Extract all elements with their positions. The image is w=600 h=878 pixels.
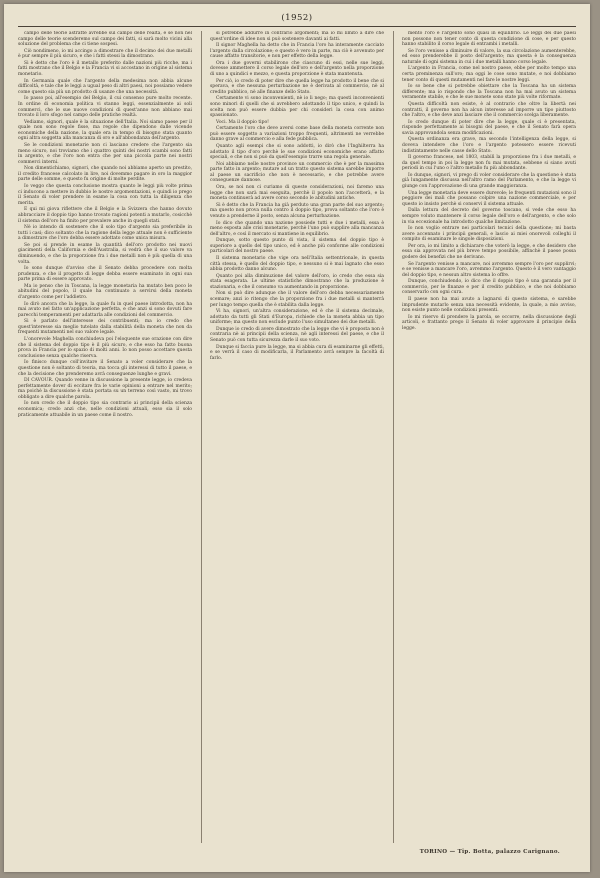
paragraph: Una legge monetaria deve essere durevole; le frequenti mutazioni sono il peggiore dei mali che possano colpire una nazione commerciale, e per questo io insisto perchè si conservi il sistema attuale. [402,190,576,207]
paragraph: Ora, se noi non ci curiamo di queste considerazioni, noi faremo una legge che non sarà mai eseguita, perchè il popolo non l'accetterà, e la moneta continuerà ad avere corso secondo le abitudini antiche. [210,185,384,202]
paragraph: Vi ha, signori, un'altra considerazione, ed è che il sistema decimale, adottato da tutti gli Stati d'Europa, richiede che la moneta abbia un tipo uniforme; ma questo non esclude punto l'uso simultaneo dei due metalli. [210,309,384,326]
paragraph: Il governo francese, nel 1803, stabilì la proporzione fra i due metalli, e da quel tempo in poi la legge non fu mai mutata, sebbene si siano avuti periodi in cui l'uno o l'altro metallo fu più abbondante. [402,155,576,172]
paragraph: Si è detto che la Francia ha già perduto una gran parte del suo argento; ma questo non prova nulla contro il doppio tipo, prova soltanto che l'oro è venuto a prenderne il posto, senza alcuna perturbazione. [210,202,384,219]
paragraph: Io so bene che si potrebbe obiettare che la Toscana ha un sistema differente; ma io rispondo che la Toscana non ha mai avuto un sistema veramente stabile, e che le sue monete sono state più volte riformate. [402,84,576,101]
paragraph: campo delle teorie astratte avrebbe sul campo delle realtà, e se non nel campo delle teorie scenderemo sul campo dei fatti, si sarà molto vicini alla soluzione del problema che ci tiene sospesi. [18,31,192,48]
paragraph: Quanto agli esempi che si sono addotti, io dirò che l'Inghilterra ha adottato il tipo d'oro perchè le sue condizioni economiche erano affatto speciali, e che non si può da quell'esempio trarre una regola generale. [210,143,384,161]
paragraph: Se le condizioni monetarie non ci lasciano credere che l'argento sia meno sicuro, noi troviamo che i quattro quinti dei nostri scambi sono fatti in argento, e che l'oro non entra che per una piccola parte nei nostri commerci interni. [18,142,192,165]
paragraph: Io passo poi, all'esempio del Belgio, il cui consenso pure molto recente. In ordine di economia politica vi stanno leggi, essenzialmente ai soli commerci, che le sue nuove condizioni di quest'anno non abbiano mai trovato il loro sfogo nel campo delle pratiche realtà. [18,96,192,119]
paragraph: Questa difficoltà non esiste, è al contrario che oltre la libertà nei contratti, il governo non ha alcun interesse ad imporre un tipo piuttosto che l'altro, e che deve anzi lasciare che il commercio scelga liberamente. [402,101,576,119]
paragraph: Ma io penso che in Toscana, la legge monetaria ha mutato ben poco le abitudini del popolo, il quale ha continuato a servirsi della moneta d'argento come per l'addietro. [18,283,192,301]
paragraph: Ciò nondimeno, io mi accingo a dimostrare che il decimo dei due metalli è pur sempre il più sicuro, e che i fatti stessi la dimostrano. [18,48,192,60]
paragraph: L'argento in Francia, come nel nostro paese, ebbe per molto tempo una certa preminenza sull'oro; ma oggi le cose sono mutate, e noi dobbiamo tener conto di questi mutamenti nel fare le nostre leggi. [402,66,576,83]
paragraph: Dunque io credo di avere dimostrato che la legge che vi è proposta non è contraria nè ai principii della scienza, nè agli interessi del paese, e che il Senato può con tutta sicurezza darle il suo voto. [210,326,384,344]
paragraph: In Germania quale che l'argento della medesima non abbia alcune difficoltà, e tale che le leggi a ugual peso di altri paesi, noi possiamo vedere come questo sia più un prodotto di usanze che una necessità. [18,78,192,95]
paragraph: Io veggo che questa conclusione mostra quanto le leggi più volte prima ci inducono a mettere in dubbio le nostre argomentazioni, e quindi io prego il Senato di voler prendere in esame la cosa con tutta la diligenza che merita. [18,184,192,206]
paragraph: L'onorevole Maghella conchiudeva poi l'eloquente sue orazione con dire che il sistema del doppio tipo è il più sicuro, e che esso ha fatto buona prova in Francia per lo spazio di molti anni. Io non posso accettare questa conclusione senza qualche riserva. [18,337,192,359]
paragraph: Dunque, conchiudendo, io dico che il doppio tipo è una garanzia per il commercio, per le finanze e per il credito pubblico, e che noi dobbiamo conservarlo con ogni cura. [402,279,576,296]
text-column-3 [402,31,576,843]
paragraph: Certamente vi sono inconvenienti, nè io li nego; ma questi inconvenienti sono minori di quelli che si avrebbero adottando il tipo unico, e quindi la scelta non può essere dubbia per chi consideri la cosa con animo spassionato. [210,96,384,119]
header-rule [18,26,576,27]
paragraph: Certamente l'oro che deve aversi come base della moneta corrente non può essere soggetto a variazioni troppo frequenti, altrimenti ne verrebbe danno grave al commercio e alla fede pubblica. [210,126,384,143]
column-divider-1 [201,31,202,843]
paragraph: Vediamo, signori, quale è la situazione dell'Italia. Noi siamo paese per il quale non sono regole fisse, ma regole che dipendono dalle vicende economiche della nazione, la quale era in tempo di bisogno stata quanto ogni altra soggetta alla mancanza di oro e all'abbondanza dell'argento. [18,119,192,142]
paragraph: Il signor Maghella ha detto che in Francia l'oro ha interamente cacciato l'argento dalla circolazione; e questo è vero in parte, ma ciò è avvenuto per cause affatto transitorie, e non per effetto della legge. [210,43,384,60]
paragraph: Ora i due governi stabilirono che ciascuno di essi, nelle sue leggi, dovesse ammettere il corso legale dell'oro e dell'argento nella proporzione di uno a quindici e mezzo, e questa proporzione è stata mantenuta. [210,60,384,78]
paragraph: Io non voglio entrare nei particolari tecnici della questione; mi basta avere accennato i principii generali, e lascio ai miei onorevoli colleghi il compito di esaminare le singole disposizioni. [402,226,576,243]
paragraph: E qui mi giova riflettere che il Belgio e la Svizzera che hanno dovuto abbracciare il doppio tipo hanno trovato ragioni potenti a mutarlo, cosicchè il sistema dell'oro ha finito per prevalere anche in quegli stati. [18,207,192,224]
printer-imprint: TORINO — Tip. Botta, palazzo Carignano. [419,849,560,855]
paragraph: Io non credo che il doppio tipo sia contrario ai principii della scienza economica; credo anzi che, nelle condizioni attuali, esso sia il solo praticamente attuabile in un paese come il nostro. [18,401,192,418]
paragraph: Il sistema monetario che vige ora nell'Italia settentrionale, in questa città stessa, è quello del doppio tipo, e nessuno si è mai lagnato che esso abbia prodotto danno alcuno. [210,255,384,273]
paragraph: Per ora, io mi limito a dichiarare che voterò la legge, e che desidero che essa sia approvata nel più breve tempo possibile, affinchè il paese possa godere dei benefizi che ne derivano. [402,243,576,260]
paragraph: Se poi si prende in esame la quantità dell'oro prodotto nei nuovi giacimenti della California e dell'Australia, si vedrà che il suo valore va diminuendo, e che la proporzione fra i due metalli non è più quella di una volta. [18,242,192,265]
paragraph: Io dunque, signori, vi prego di voler considerare che la questione è stata già lungamente discussa nell'altro ramo del Parlamento, e che la legge vi giunge con l'approvazione di una grande maggioranza. [402,172,576,190]
paragraph: Dalla lettura del decreto del governo toscano, si vede che esso ha sempre voluto mantenere il corso legale dell'oro e dell'argento, e che solo in via eccezionale ha introdotto qualche limitazione. [402,208,576,225]
paragraph: Non si può dire adunque che il valore dell'oro debba necessariamente scemare; anzi io ritengo che la proporzione fra i due metalli si manterrà per lungo tempo quella che è stabilita dalla legge. [210,291,384,308]
paragraph: si potrebbe addurre in contrario argomenti; ma io mi limito a dire che quest'ordine di idee non si può sostenere davanti ai fatti. [210,31,384,42]
paragraph: Io mi riservo di prendere la parola, se occorre, nella discussione degli articoli, e frattanto prego il Senato di voler approvare il principio della legge. [402,314,576,331]
paragraph: Io credo dunque di poter dire che la legge, quale ci è presentata, risponde perfettamente ai bisogni del paese, e che il Senato farà opera savia approvandola senza modificazioni. [402,119,576,136]
paragraph: DI CAVOUR. Quando venne in discussione la presente legge, io credeva perfettamente dover di eccitare fra le varie opinioni a entrare nel merito; ma poichè la discussione è stata portata su un terreno così vasto, mi trovo obbligato a dire qualche parola. [18,378,192,400]
newspaper-page [4,4,590,872]
paragraph: Se l'oro venisse a diminuire di valore, la sua circolazione aumenterebbe, ed esso prenderebbe il posto dell'argento; ma questa è la conseguenza naturale di ogni sistema in cui i due metalli hanno corso legale. [402,48,576,65]
paragraph: Quanto poi alla diminuzione del valore dell'oro, io credo che essa sia stata esagerata. Le ultime statistiche dimostrano che la produzione è stazionaria, e che il consumo va aumentando in proporzione. [210,273,384,290]
text-column-2 [210,31,384,843]
paragraph: Non dimentichiamo, signori, che quando noi abbiamo aperto un prestito, il credito francese calcolato in lire, noi dovemmo pagare in oro la maggior parte delle somme, e questo fu origine di molte perdite. [18,166,192,183]
column-divider-2 [393,31,394,843]
paragraph: Io dirò ancora che la legge, la quale fu in quel paese introdotta, non ha mai avuto nel fatto un'applicazione perfetta, e che anzi si sono dovuti fare parecchi temperamenti per adattarla alle condizioni del commercio. [18,301,192,318]
paragraph: Per ciò, io credo di poter dire che quella legge ha prodotto il bene che si sperava, e che nessuna perturbazione ne è derivata al commercio, nè al credito pubblico, nè alle finanze dello Stato. [210,78,384,95]
text-column-1 [18,31,192,843]
paragraph: Se l'argento venisse a mancare, noi avremmo sempre l'oro per supplirvi; e se venisse a mancare l'oro, avremmo l'argento. Questo è il vero vantaggio del doppio tipo, e nessun altro sistema lo offre. [402,261,576,278]
paragraph: Io sono dunque d'avviso che il Senato debba procedere con molta prudenza, e che il progetto di legge debba essere esaminato in ogni sua parte prima di essere approvato. [18,266,192,283]
paragraph: Dunque si faccia pure la legge, ma si abbia cura di esaminarne gli effetti, e se verrà il caso di modificarla, il Parlamento avrà sempre la facoltà di farlo. [210,344,384,361]
paragraph: Noi abbiamo nelle nostre province un commercio che è per la massima parte fatto in argento; mutare ad un tratto questo sistema sarebbe imporre al paese un sacrificio che non è necessario, e che potrebbe avere conseguenze dannose. [210,161,384,184]
paragraph: Io dico che quando una nazione possiede tutti e due i metalli, essa è meno esposta alle crisi monetarie, perchè l'uno può supplire alla mancanza dell'altro, e così il mercato si mantiene in equilibrio. [210,220,384,237]
paragraph: Io finisco dunque coll'invitare il Senato a voler considerare che la questione non è soltanto di teoria, ma tocca gli interessi di tutto il paese, e che la decisione che prenderemo avrà conseguenze lunghe e gravi. [18,360,192,377]
paragraph: Si è detto che l'oro è il metallo preferito dalle nazioni più ricche, ma i fatti mostrano che il Belgio e la Francia vi si accostano in origine al sistema monetario. [18,60,192,78]
paragraph: mento l'oro e l'argento sono quasi in equilibrio. Le leggi dei due paesi non possono non tener conto di questa condizione di cose, e per questo hanno stabilito il corso legale di entrambi i metalli. [402,31,576,48]
paragraph: Nè io intendo di sostenere che il solo tipo d'argento sia preferibile in tutti i casi; dico soltanto che la ragione della legge attuale non è sufficiente a dimostrare che l'oro debba essere adottato come unica misura. [18,225,192,242]
paragraph: Il paese non ha mai avuto a lagnarsi di questo sistema, e sarebbe imprudente mutarlo senza una necessità evidente, la quale, a mio avviso, non esiste punto nelle condizioni presenti. [402,297,576,314]
paragraph: Dunque, sotto questo punto di vista, il sistema del doppio tipo è superiore a quello del tipo unico, ed è anche più conforme alle condizioni particolari del nostro paese. [210,238,384,255]
paragraph: Si è parlato dell'interesse dei contribuenti; ma io credo che quest'interesse sia meglio tutelato dalla stabilità della moneta che non da frequenti mutamenti nel suo valore legale. [18,319,192,336]
paragraph: Questa ordinanza era grave, ma secondo l'intelligenza della legge, si doveva intendere che l'oro e l'argento potessero essere ricevuti indistintamente nelle casse dello Stato. [402,137,576,154]
paragraph: Voci. Ma il doppio tipo! [216,119,269,125]
page-number: (1952) [281,13,313,23]
